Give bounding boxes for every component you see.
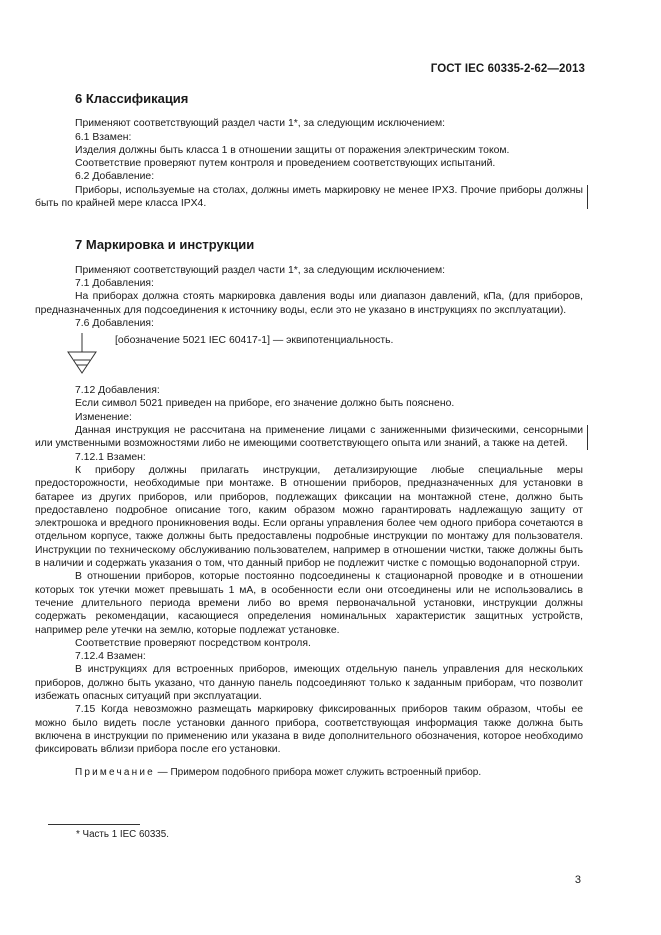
equipotentiality-icon: [65, 332, 99, 382]
footnote: * Часть 1 IEC 60335.: [76, 829, 169, 840]
paragraph: Применяют соответствующий раздел части 1*, за следующим исключением:: [75, 118, 446, 130]
section-7-title: 7 Маркировка и инструкции: [75, 237, 255, 253]
paragraph: В инструкциях для встроенных приборов, имеющих отдельную панель управления для нескольких приборов, должно быть указано, что данную панель подсоединяют только к заданным приборам, что позволит избежать опасных ситуаций при эксплуатации.: [35, 664, 583, 702]
note-text: — Примером подобного прибора может служить встроенный прибор.: [154, 767, 482, 779]
paragraph: Если символ 5021 приведен на приборе, его значение должно быть пояснено.: [75, 398, 455, 410]
paragraph: Изделия должны быть класса 1 в отношении защиты от поражения электрическим током.: [75, 144, 510, 156]
paragraph: На приборах должна стоять маркировка давления воды или диапазон давлений, кПа, (для приборов, предназначенных для подсоединения к источнику воды, если это не указано в инструкциях по эксплуатации).: [35, 291, 583, 316]
page-content: [35, 92, 583, 780]
paragraph: К прибору должны прилагать инструкции, детализирующие любые специальные меры предосторожности, необходимые при монтаже. В отношении приборов, предназначенных для установки в батарее из других приборов, или приборов, подлежащих фиксации на монтажной стене, должно быть предоставлено подробное описание того, каким образом можно гарантировать надлежащую защиту от электрошока и вредного проникновения воды. Если органы управления более чем одного прибора сочетаются в отдельном корпусе, также должны быть предоставлены подробные инструкции по монтажу для пользователя. Инструкции по техническому обслуживанию пользователем, например в отношении чистки, также должны быть в наличии и содержать указания о том, что данный прибор не подлежит чистке с помощью водонапорной струи.: [35, 464, 583, 570]
clause-heading: 7.6 Добавления:: [75, 317, 154, 329]
clause-heading: 7.1 Добавления:: [75, 277, 154, 289]
clause-heading: 7.12.4 Взамен:: [75, 651, 146, 663]
symbol-row: [35, 332, 583, 384]
note-label: Примечание: [75, 767, 155, 779]
note: [35, 766, 583, 779]
clause-heading: 7.12.1 Взамен:: [75, 451, 146, 463]
paragraph-changed: Данная инструкция не рассчитана на применение лицами с заниженными физическими, сенсорными или умственными возможностями либо не имеющими соответствующего опыта или знаний, а также на детей.: [35, 425, 583, 450]
paragraph: Соответствие проверяют путем контроля и проведением соответствующих испытаний.: [75, 158, 496, 170]
paragraph: Соответствие проверяют посредством контроля.: [75, 637, 311, 649]
clause-heading: 7.12 Добавления:: [75, 385, 160, 397]
paragraph-changed: Приборы, используемые на столах, должны иметь маркировку не менее IPX3. Прочие приборы должны быть по крайней мере класса IPX4.: [35, 184, 583, 210]
footnote-separator: [48, 824, 140, 825]
symbol-description: [обозначение 5021 IEC 60417-1] — эквипотенциальность.: [115, 335, 394, 347]
standard-header: ГОСТ IEC 60335-2-62—2013: [430, 63, 585, 75]
clause-heading: 6.2 Добавление:: [75, 171, 155, 183]
clause-heading: 6.1 Взамен:: [75, 131, 132, 143]
paragraph: Изменение:: [75, 411, 132, 423]
section-6-title: 6 Классификация: [75, 91, 189, 106]
paragraph: 7.15 Когда невозможно размещать маркировку фиксированных приборов таким образом, чтобы ее можно было видеть после установки данного прибора, соответствующая информация также должна быть включена в инструкции по применению или указана в виде дополнительного обозначения, которое необходимо фиксировать вблизи прибора после его установки.: [35, 704, 583, 756]
page-number: 3: [574, 874, 581, 886]
paragraph: Применяют соответствующий раздел части 1*, за следующим исключением:: [75, 264, 446, 276]
paragraph: В отношении приборов, которые постоянно подсоединены к стационарной проводке и в отношении которых ток утечки может превышать 1 мА, в особенности если они отсоединены или не использовались в течение длительного периода времени либо во время первоначальной установки, инструкции должны содержать рекомендации, касающиеся определения номинальных характеристик защитных устройств, например реле утечки на землю, которые подлежат установке.: [35, 571, 583, 636]
